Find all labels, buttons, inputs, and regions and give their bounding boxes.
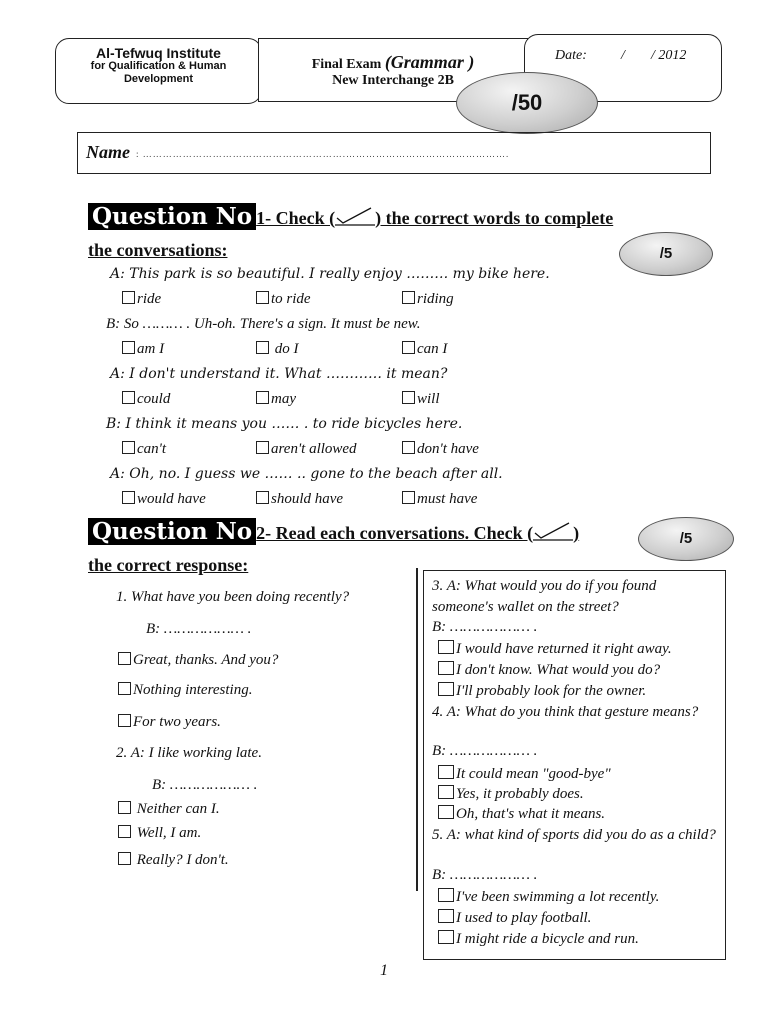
q2-answer-blank[interactable]: B: ……………… . xyxy=(152,777,258,793)
checkbox[interactable] xyxy=(438,682,454,696)
option-label: would have xyxy=(137,491,206,507)
q2-option[interactable] xyxy=(438,682,646,700)
q1-sentence: B: So ……… . Uh-oh. There's a sign. It must be new. xyxy=(106,316,421,332)
q2-option[interactable] xyxy=(438,661,660,679)
exam-book: New Interchange 2B xyxy=(332,73,454,88)
total-score: /50 xyxy=(511,90,543,115)
checkbox[interactable] xyxy=(438,661,454,675)
option-label: can I xyxy=(417,341,448,357)
q2-score: /5 xyxy=(679,530,693,547)
q1-option[interactable] xyxy=(402,441,479,458)
checkbox[interactable] xyxy=(256,491,269,504)
checkbox[interactable] xyxy=(402,341,415,354)
q2-answer-blank[interactable]: B: ……………… . xyxy=(432,743,538,759)
checkbox[interactable] xyxy=(118,714,131,727)
q2-answer-blank[interactable]: B: ……………… . xyxy=(432,619,538,635)
checkmark-icon xyxy=(533,521,573,541)
checkbox[interactable] xyxy=(402,491,415,504)
q1-heading xyxy=(88,202,613,232)
q2-option[interactable] xyxy=(438,785,584,803)
q2-prompt: 1. What have you been doing recently? xyxy=(116,589,350,605)
checkbox[interactable] xyxy=(122,441,135,454)
option-label: may xyxy=(271,391,296,407)
q2-prompt: 4. A: What do you think that gesture means? xyxy=(432,704,699,720)
option-label: must have xyxy=(417,491,478,507)
q1-option[interactable] xyxy=(402,291,454,308)
total-score-badge xyxy=(456,72,598,134)
page-number: 1 xyxy=(380,962,388,979)
date-label: Date: xyxy=(555,48,587,63)
checkbox[interactable] xyxy=(122,291,135,304)
q2-option[interactable] xyxy=(438,640,672,658)
q2-right-panel xyxy=(423,570,726,960)
q2-prompt: 2. A: I like working late. xyxy=(116,745,262,761)
checkbox[interactable] xyxy=(438,640,454,654)
q1-label: Question No xyxy=(88,203,256,230)
option-label: I'll probably look for the owner. xyxy=(456,683,647,699)
option-label: to ride xyxy=(271,291,311,307)
option-label: don't have xyxy=(417,441,479,457)
q1-option[interactable] xyxy=(402,341,447,358)
option-label: should have xyxy=(271,491,344,507)
option-label: am I xyxy=(137,341,165,357)
checkbox[interactable] xyxy=(438,805,454,819)
q2-option[interactable] xyxy=(438,930,639,948)
q1-title-a: 1- Check ( xyxy=(256,208,336,228)
q2-option[interactable] xyxy=(118,652,278,669)
option-label: can't xyxy=(137,441,167,457)
checkbox[interactable] xyxy=(122,391,135,404)
checkbox[interactable] xyxy=(402,291,415,304)
q2-label: Question No xyxy=(88,518,256,545)
option-label: Nothing interesting. xyxy=(133,682,253,698)
q2-option[interactable] xyxy=(438,909,591,927)
q2-prompt: 3. A: What would you do if you found someone's wallet on the street? xyxy=(432,578,657,615)
q1-option[interactable] xyxy=(122,391,170,408)
checkbox[interactable] xyxy=(402,441,415,454)
option-label: Well, I am. xyxy=(133,825,202,841)
name-label: Name xyxy=(86,142,130,162)
option-label: Neither can I. xyxy=(133,801,220,817)
q2-option[interactable] xyxy=(438,888,659,906)
option-label: riding xyxy=(417,291,454,307)
q2-title-a: 2- Read each conversations. Check ( xyxy=(256,523,534,543)
q1-option[interactable] xyxy=(256,441,357,458)
option-label: Oh, that's what it means. xyxy=(456,806,606,822)
option-label: I would have returned it right away. xyxy=(456,641,672,657)
q2-prompt: 5. A: what kind of sports did you do as a child? xyxy=(432,827,716,843)
checkbox[interactable] xyxy=(256,441,269,454)
exam-title: Final Exam xyxy=(311,57,382,72)
q1-option[interactable] xyxy=(256,391,296,408)
date-separator: / xyxy=(621,48,625,63)
checkbox[interactable] xyxy=(118,682,131,695)
q2-option[interactable] xyxy=(118,682,252,699)
option-label: Really? I don't. xyxy=(133,852,229,868)
q1-option[interactable] xyxy=(256,341,299,358)
checkbox[interactable] xyxy=(256,341,269,354)
column-divider xyxy=(416,568,418,891)
q1-option[interactable] xyxy=(256,491,343,508)
q1-option[interactable] xyxy=(256,291,311,308)
q1-option[interactable] xyxy=(122,491,206,508)
q1-sentence: B: I think it means you …… . to ride bicycles here. xyxy=(106,416,463,432)
option-label: I don't know. What would you do? xyxy=(456,662,661,678)
q2-option[interactable] xyxy=(118,714,221,731)
checkbox[interactable] xyxy=(256,391,269,404)
option-label: could xyxy=(137,391,171,407)
q2-answer-blank[interactable]: B: ……………… . xyxy=(146,621,252,637)
option-label: Great, thanks. And you? xyxy=(133,652,279,668)
option-label: will xyxy=(417,391,440,407)
option-label: For two years. xyxy=(133,714,221,730)
option-label: Yes, it probably does. xyxy=(456,786,584,802)
checkbox[interactable] xyxy=(118,801,131,814)
checkbox[interactable] xyxy=(438,930,454,944)
q2-option[interactable] xyxy=(118,852,229,869)
q2-score-badge xyxy=(638,517,734,561)
checkbox[interactable] xyxy=(256,291,269,304)
q1-score-badge xyxy=(619,232,713,276)
q1-sentence: A: Oh, no. I guess we …… .. gone to the beach after all. xyxy=(110,466,503,482)
checkbox[interactable] xyxy=(438,765,454,779)
option-label: It could mean "good-bye" xyxy=(456,766,611,782)
option-label: ride xyxy=(137,291,162,307)
q1-title-b: ) the correct words to complete xyxy=(375,208,614,228)
q2-option[interactable] xyxy=(438,765,611,783)
institute-line-2: for Qualification & Human xyxy=(90,60,227,72)
checkmark-icon xyxy=(335,206,375,226)
q1-option[interactable] xyxy=(122,291,161,308)
option-label: aren't allowed xyxy=(271,441,357,457)
q2-heading xyxy=(88,517,579,547)
checkbox[interactable] xyxy=(118,825,131,838)
checkbox[interactable] xyxy=(438,909,454,923)
q2-title-b: ) xyxy=(573,523,580,543)
institute-box xyxy=(55,38,262,104)
option-label: do I xyxy=(271,341,299,357)
name-field[interactable] xyxy=(77,132,711,174)
option-label: I might ride a bicycle and run. xyxy=(456,931,639,947)
checkbox[interactable] xyxy=(118,852,131,865)
name-dots: : …………………………………………………….…………………………………………. xyxy=(136,149,510,159)
q2-answer-blank[interactable]: B: ……………… . xyxy=(432,867,538,883)
checkbox[interactable] xyxy=(122,341,135,354)
checkbox[interactable] xyxy=(118,652,131,665)
checkbox[interactable] xyxy=(438,888,454,902)
q2-option[interactable] xyxy=(118,801,220,818)
institute-name: Al-Tefwuq Institute xyxy=(96,45,221,61)
q1-option[interactable] xyxy=(122,441,166,458)
institute-line-3: Development xyxy=(123,73,194,85)
q2-option[interactable] xyxy=(118,825,201,842)
q1-sentence: A: This park is so beautiful. I really enjoy ……… my bike here. xyxy=(110,266,550,282)
exam-subject: (Grammar ) xyxy=(384,52,475,72)
q2-option[interactable] xyxy=(438,805,605,823)
checkbox[interactable] xyxy=(438,785,454,799)
option-label: I've been swimming a lot recently. xyxy=(456,889,660,905)
q1-title-c: the conversations: xyxy=(88,240,228,260)
option-label: I used to play football. xyxy=(456,910,592,926)
q1-option[interactable] xyxy=(402,391,440,408)
q1-sentence: A: I don't understand it. What ………… it mean? xyxy=(110,366,448,382)
q1-option[interactable] xyxy=(122,341,164,358)
date-year: / 2012 xyxy=(651,48,687,63)
q1-option[interactable] xyxy=(402,491,477,508)
checkbox[interactable] xyxy=(402,391,415,404)
q2-title-c: the correct response: xyxy=(88,555,249,575)
q1-score: /5 xyxy=(659,245,673,262)
checkbox[interactable] xyxy=(122,491,135,504)
